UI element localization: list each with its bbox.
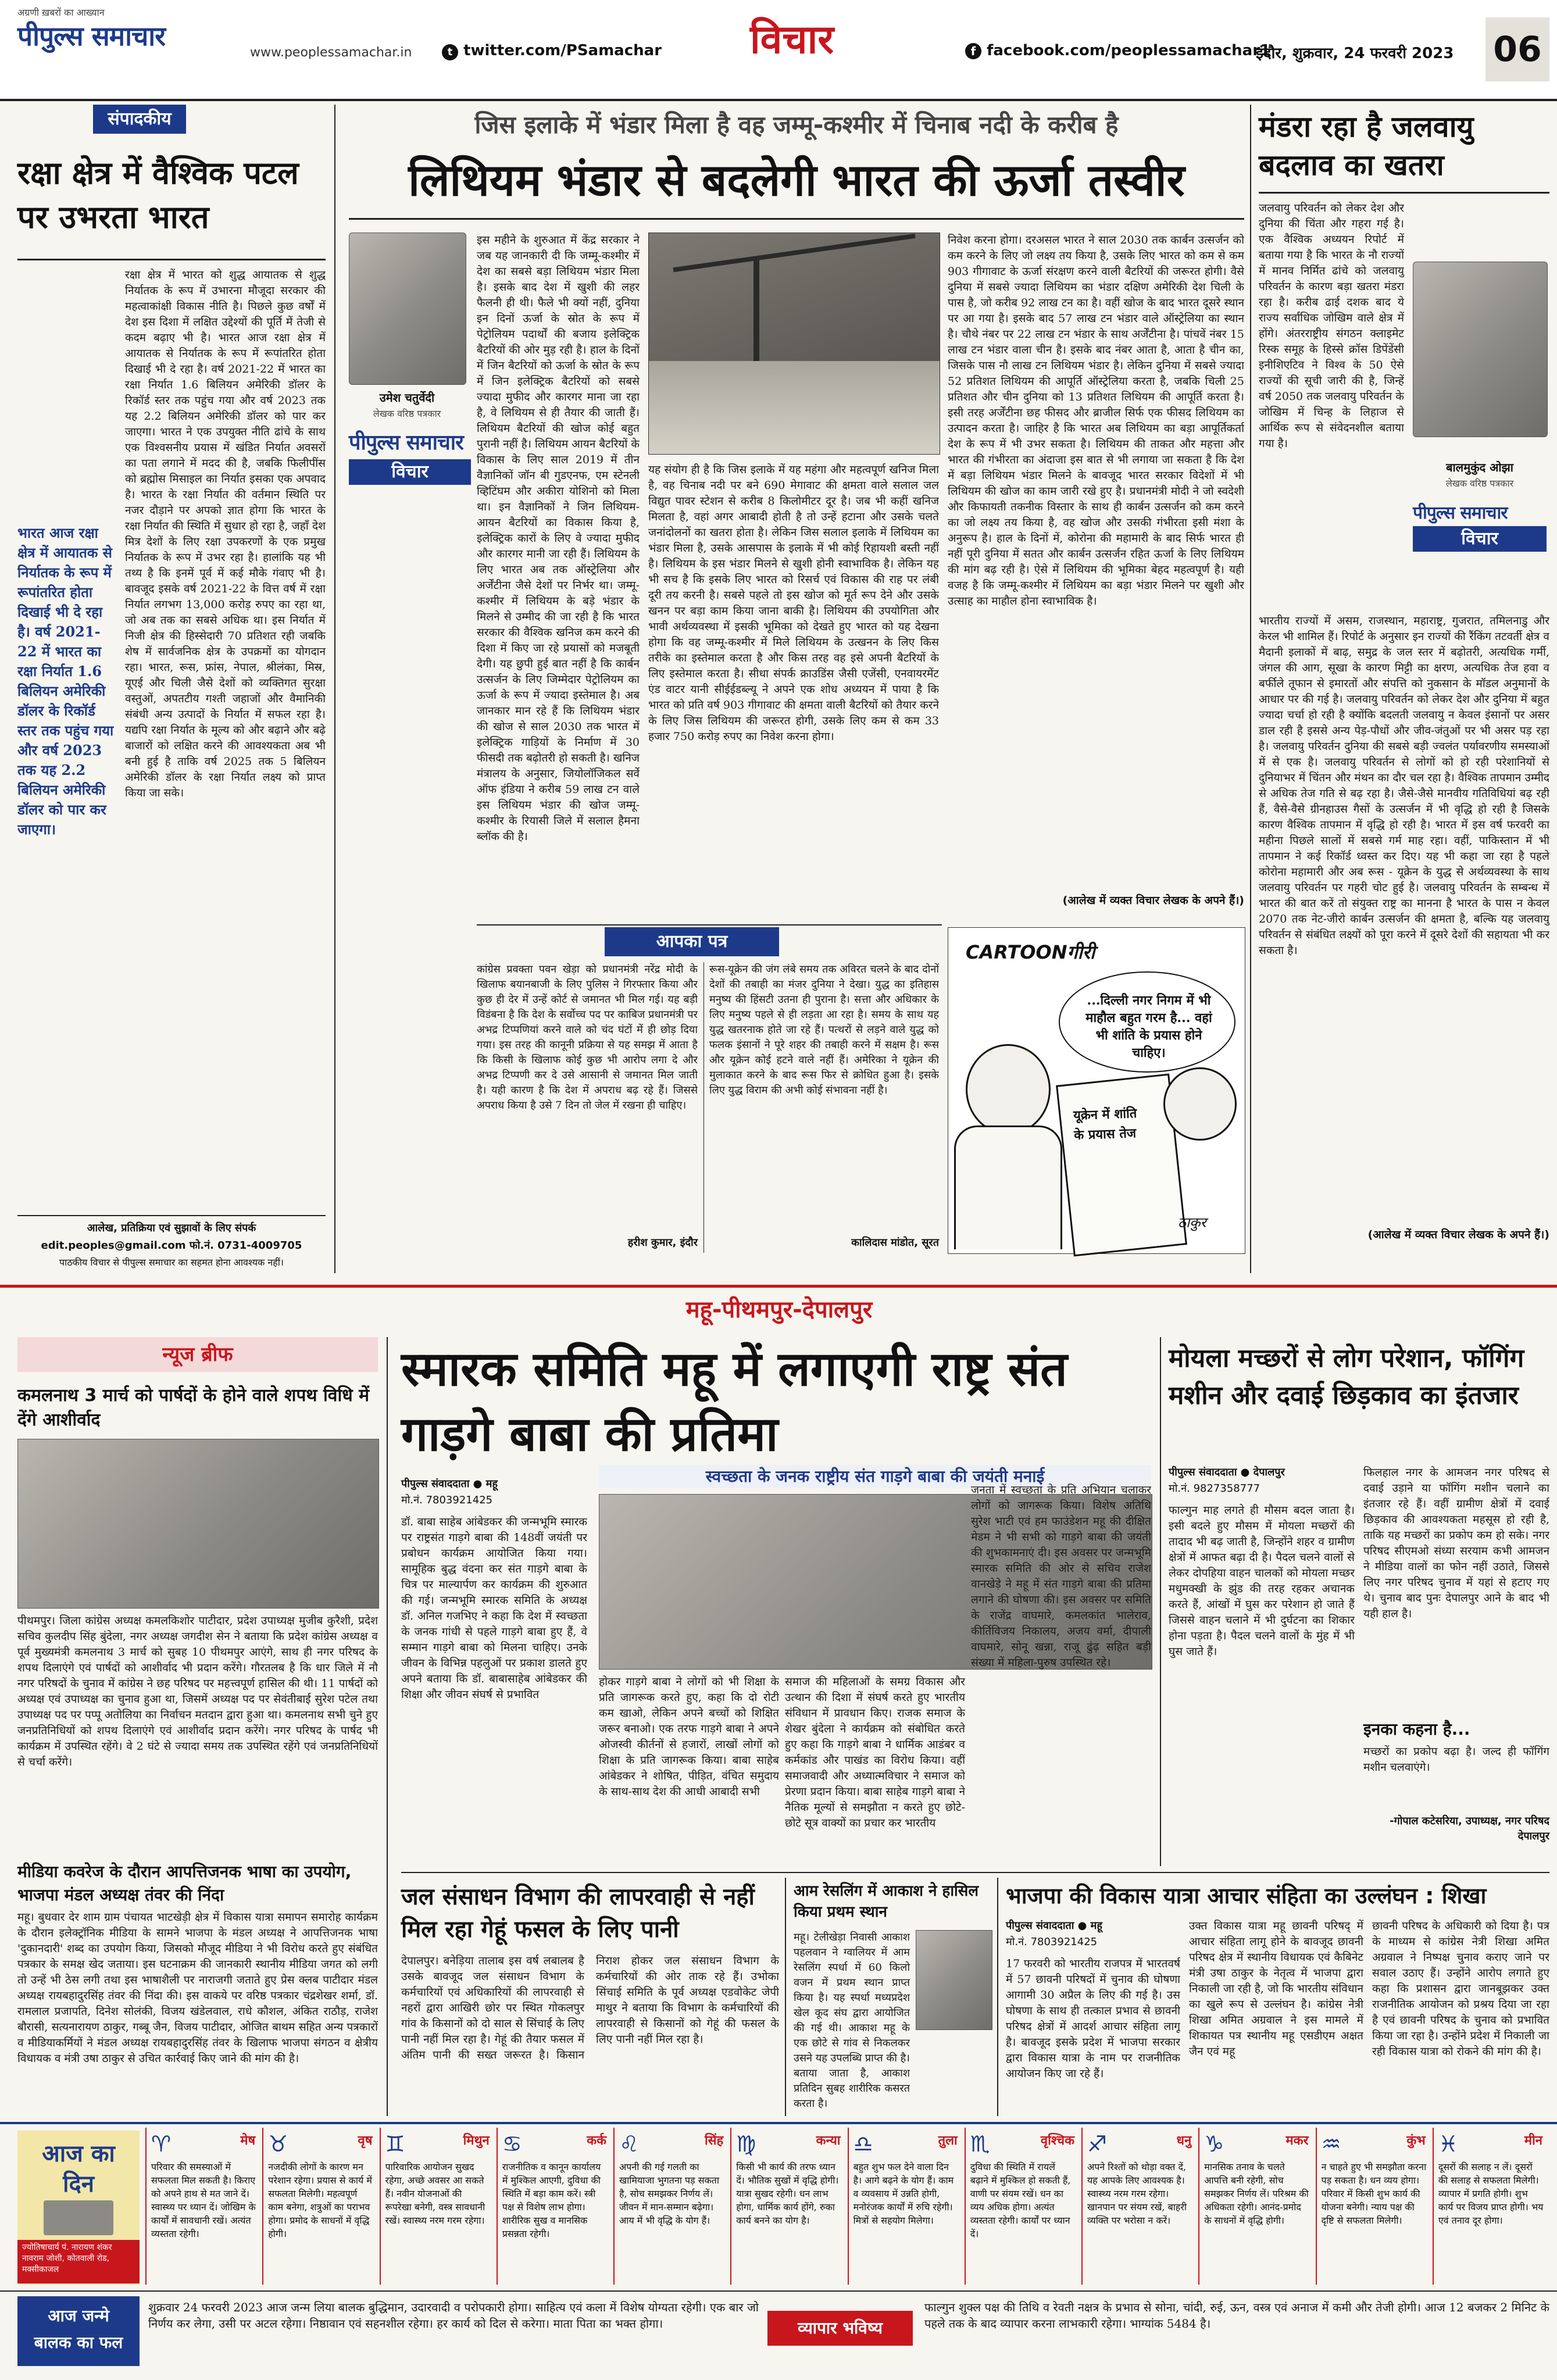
facebook-link[interactable] bbox=[965, 42, 1270, 59]
lead-tag: विचार bbox=[349, 459, 471, 485]
editorial-footer-contact: आलेख, प्रतिक्रिया एवं सुझावों के लिए संपर्क bbox=[87, 1222, 256, 1234]
horoscope-sign-cell bbox=[380, 2128, 495, 2285]
horoscope-sign-name: मकर bbox=[1285, 2134, 1309, 2148]
horoscope-sign-cell bbox=[1081, 2128, 1197, 2285]
horoscope-sign-name: कन्या bbox=[816, 2134, 841, 2148]
lead-credit: (आलेख में व्यक्त विचार लेखक के अपने हैं।) bbox=[1062, 894, 1244, 907]
cartoon-figure-head bbox=[966, 1044, 1051, 1135]
brief1-headline: कमलनाथ 3 मार्च को पार्षदों के होने वाले शपथ विधि में देंगे आशीर्वाद bbox=[17, 1385, 370, 1430]
astrologer-name: ज्योतिषाचार्य पं. नारायण शंकर नावराम जोशी, कोतवाली रोड, मक्सीकाजल bbox=[17, 2240, 140, 2283]
brief2-headline: मीडिया कवरेज के दौरान आपत्तिजनक भाषा का उपयोग, भाजपा मंडल अध्यक्ष तंवर की निंदा bbox=[17, 1862, 352, 1904]
bjp-column-3: छावनी परिषद के अधिकारी को दिया है। पत्र के माध्यम से कांग्रेस नेत्री शिखा अमित अग्रवाल ने निष्पक्ष चुनाव कराए जाने पर सवाल उठाए हैं। उन्होंने आरोप लगाते हुए कहा कि प्रशासन द्वारा जानबूझकर उक्त राजनीतिक आयोजन को प्रश्रय दिया जा रहा है एवं छावनी परिषद के चुनाव को प्रभावित किया जा रहा है। उन्होंने प्रदेश में निकाली जा रही विकास यात्रा को रोकने की मांग की है। bbox=[1372, 1920, 1549, 2058]
horoscope-sign-cell bbox=[262, 2128, 378, 2285]
cartoon-reader-head bbox=[1163, 1067, 1237, 1141]
climate-body-top: जलवायु परिवर्तन को लेकर देश और दुनिया की चिंता और गहरा गई है। एक वैश्विक अध्ययन रिपोर्ट में बताया गया है कि भारत के नौ राज्यों में मानव निर्मित ढांचे को जलवायु परिवर्तन के कारण बड़ा खतरा मंडरा रहा है। करीब ढाई दशक बाद ये राज्य सर्वाधिक जोखिम वाले क्षेत्र में होंगे। अंतरराष्ट्रीय संगठन क्लाइमेट रिस्क समूह के हिस्से क्रॉस डिपेंडेंसी इनीशिएटिव ने विश्व के 50 ऐसे राज्यों की सूची जारी की है, जिन्हें वर्ष 2050 तक जलवायु परिवर्तन के जोखिम में चिन्ह के लिहाज से आर्थिक रूप से संवेदनशील बताया गया है। bbox=[1259, 202, 1404, 450]
zodiac-icon: ♍ bbox=[736, 2131, 756, 2157]
astrologer-photo bbox=[44, 2200, 113, 2235]
editorial-footer-email[interactable]: edit.peoples@gmail.com फो.नं. 0731-4009705 bbox=[41, 1239, 302, 1252]
letters-heading: आपका पत्र bbox=[605, 927, 779, 956]
zodiac-icon: ♑ bbox=[1204, 2131, 1224, 2157]
editorial-headline: रक्षा क्षेत्र में वैश्विक पटल पर उभरता भारत bbox=[17, 155, 299, 235]
samiti-column-4: जनता में स्वच्छता के प्रति अभियान चलाकर लोगों को जागरूक किया। विशेष अतिथि सुरेश भाटी एवं हम फाउंडेशन महू की दीक्षित मेडम ने भी सभी को गाड़गे बाबा की जयंती की शुभकामनाएं दी। इस अवसर पर जन्मभूमि स्मारक समिति की ओर से सचिव राजेश वानखेड़े ने महू में संत गाड़गे बाबा की प्रतिमा लगाने की घोषणा की। इस अवसर पर समिति के राजेंद्र वाघमारे, कमलकांत भालेराव, कीर्तिविजय निकालय, अजय वर्मा, दीपाली वाघमारे, सोनू खन्ना, राजू ढुंढ़ सहित बड़ी संख्या में महिला-पुरुष उपस्थित रहे। bbox=[971, 1484, 1151, 1669]
cartoon-signature: ठाकुर bbox=[1178, 1214, 1206, 1231]
samiti-phone: मो.नं. 7803921425 bbox=[401, 1494, 493, 1506]
zodiac-icon: ♒ bbox=[1321, 2131, 1341, 2157]
lead-logo: पीपुल्स समाचार bbox=[349, 431, 463, 455]
page-number: 06 bbox=[1485, 17, 1549, 81]
mosquito-byline: पीपुल्स संवाददाता ● देपालपुर bbox=[1169, 1466, 1285, 1478]
lead-author-photo bbox=[349, 233, 466, 385]
horoscope-box bbox=[17, 2131, 140, 2285]
horoscope-sign-cell bbox=[1316, 2128, 1431, 2285]
horoscope-sign-name: सिंह bbox=[704, 2134, 724, 2148]
zodiac-icon: ♓ bbox=[1438, 2131, 1458, 2157]
mosquito-quote: मच्छरों का प्रकोप बढ़ा है। जल्द ही फॉगिंग मशीन चलवाएंगे। bbox=[1363, 1745, 1549, 1774]
cartoon-panel bbox=[948, 927, 1245, 1254]
lead-author-name: उमेश चतुर्वेदी bbox=[379, 391, 435, 405]
horoscope-sign-name: तुला bbox=[938, 2134, 958, 2148]
cartoon-label: CARTOONगीरी bbox=[966, 941, 1095, 963]
lead-headline: लिथियम भंडार से बदलेगी भारत की ऊर्जा तस्वीर bbox=[408, 154, 1185, 206]
cartoon-figure-body bbox=[954, 1125, 1062, 1249]
brief1-body: पीथमपुर। जिला कांग्रेस अध्यक्ष कमलकिशोर पाटीदार, प्रदेश उपाध्यक्ष मुजीब कुरैशी, प्रदेश सचिव कुलदीप सिंह बुंदेला, नगर अध्यक्ष जगदीश सेन ने बताया कि प्रदेश कांग्रेस अध्यक्ष व पूर्व मुख्यमंत्री कमलनाथ 3 मार्च को सुबह 10 पीथमपुर आएंगे, साथ ही नगर परिषद के शपथ दिलाएंगे एवं पार्षदों को आशीर्वाद भी प्रदान करेंगे। गौरतलब है कि धार जिले में नौ नगर परिषदों के चुनाव में कांग्रेस ने छह परिषद पर महत्त्वपूर्ण हासिल की थी। 11 पार्षदों को अध्यक्ष एवं उपाध्यक्ष का चुनाव हुआ था, जिसमें अध्यक्ष पद पर सेवंतीबाई सुरेश पटेल तथा उपाध्यक्ष पद पर पप्पू अतोलिया का निर्वाचन मतदान द्वारा हुआ था। कमलनाथ सभी चुने हुए जनप्रतिनिधियों को शपथ दिलाएंगे एवं आशीर्वाद प्रदान करेंगे। नगर परिषद के पार्षद भी कार्यक्रम में उपस्थित रहेंगे। वे 2 घंटे से ज्यादा समय तक उपस्थित रहेंगे एवं जनप्रतिनिधियों से चर्चा करेंगे। bbox=[17, 1614, 378, 1768]
letter-2: रूस-यूक्रेन की जंग लंबे समय तक अविरत चलने के बाद दोनों देशों की तबाही का मंजर दुनिया ने देखा। युद्ध का इतिहास मनुष्य की हिंसटी उतना ही पुराना है। सत्ता और अधिकार के लिए मनुष्य पहले से ही लड़ता आ रहा है। समय के साथ यह युद्ध खतरनाक होते जा रहे हैं। पत्थरों से लड़ने वाले युद्ध को फलक इंसानों ने पूरे शहर की तबाही करने में सक्षम है। रूस और यूक्रेन कोई हटने वाले नहीं हैं। अमेरिका ने यूक्रेन की मुलाकात करने के बाद रूस फिर से क्रोधित हुआ है। इसके लिए युद्ध विराम की अभी कोई संभावना नहीं है। bbox=[709, 963, 939, 1096]
climate-tag: विचार bbox=[1413, 526, 1547, 552]
horoscope-sign-cell bbox=[1433, 2128, 1548, 2285]
lead-column-2: यह संयोग ही है कि जिस इलाके में यह महंगा और महत्वपूर्ण खनिज मिला है, वह चिनाब नदी पर बने 690 मेगावाट की क्षमता वाले सलाल जल विद्युत पावर स्टेशन से करीब 8 किलोमीटर दूर है। जब भी कहीं खनिज मिलता है, वहां अगर आबादी होती है तो उन्हें हटाना और उसके चलते जनांदोलनों का खतरा होता है। लेकिन जिस सलाल इलाके में लिथियम का भंडार मिला है, उसके आसपास के इलाके में भी कोई रिहायशी बस्ती नहीं है। लिथियम के इस भंडार मिलने से खुशी होनी स्वाभाविक है। लेकिन यह भी सच है कि इसके लिए भारत को रिसर्च एवं विकास की राह पर लंबी दूरी तय करनी है। सबसे पहले तो इस खोज को मूर्त रूप देने और उसके खनन पर बड़ा काम किया जाना बाकी है। लिथियम की उपयोगिता और भावी अर्थव्यवस्था में इसकी भूमिका को देखते हुए भारत को यह देखना होगा कि वह जम्मू-कश्मीर में मिले लिथियम के उत्खनन के लिए किस तरीके का इस्तेमाल करता है और किस तरह वह इसे अपनी बैटरियों के लिए इस्तेमाल करता है। सीधा संपर्क क्राउडिंस जैसी एजेंसी, एनवायरमेंट एंड वाटर यानी सीईईडब्ल्यू ने अपने एक शोध अध्ययन में पाया है कि भारत को प्रति वर्ष 903 गीगावाट की क्षमता वाली बैटरियों को तैयार करने के लिए जिस लिथियम की जरूरत होगी, उसके लिए कम से कम 33 हजार 750 करोड़ रुपए का निवेश करना होगा। bbox=[648, 463, 939, 743]
lead-kicker: जिस इलाके में भंडार मिला है वह जम्मू-कश्मीर में चिनाब नदी के करीब है bbox=[474, 110, 1119, 139]
facebook-icon: f bbox=[965, 43, 981, 59]
section-title: विचार bbox=[750, 17, 834, 63]
local-banner: महू-पीथमपुर-देपालपुर bbox=[685, 1296, 873, 1323]
horoscope-sign-text: न चाहते हुए भी समझौता करना पड़ सकता है। धन व्यय होगा। परिवार में किसी शुभ कार्य की योजना बनेगी। न्याय पक्ष की दृष्टि से सफलता मिलेगी। bbox=[1321, 2161, 1427, 2226]
website-link[interactable]: www.peoplessamachar.in bbox=[250, 45, 412, 60]
zodiac-icon: ♌ bbox=[619, 2131, 640, 2157]
twitter-handle: twitter.com/PSamachar bbox=[463, 42, 662, 59]
business-label: व्यापार भविष्य bbox=[767, 2311, 913, 2346]
samiti-headline: स्मारक समिति महू में लगाएगी राष्ट्र संत गाड़गे बाबा की प्रतिमा bbox=[401, 1342, 1067, 1462]
climate-logo: पीपुल्स समाचार bbox=[1413, 503, 1508, 523]
bjp-headline: भाजपा की विकास यात्रा आचार संहिता का उल्लंघन : शिखा bbox=[1006, 1883, 1487, 1909]
horoscope-sign-cell bbox=[1198, 2128, 1314, 2285]
cartoon-speech: ...दिल्ली नगर निगम में भी माहौल बहुत गरम है... वहां भी शांति के प्रयास होने चाहिए। bbox=[1085, 993, 1212, 1060]
horoscope-sign-cell bbox=[965, 2128, 1080, 2285]
climate-credit: (आलेख में व्यक्त विचार लेखक के अपने हैं।) bbox=[1367, 1228, 1549, 1241]
horoscope-sign-cell bbox=[145, 2128, 261, 2285]
lead-author-role: लेखक वरिष्ठ पत्रकार bbox=[373, 408, 441, 419]
born-label-2: बालक का फल bbox=[34, 2333, 123, 2352]
born-label-1: आज जन्मे bbox=[48, 2306, 109, 2325]
climate-headline: मंडरा रहा है जलवायु बदलाव का खतरा bbox=[1259, 110, 1474, 182]
editorial-pullquote: भारत आज रक्षा क्षेत्र में आयातक से निर्यातक के रूप में रूपांतरित होता दिखाई भी दे रहा है। वर्ष 2021-22 में भारत का रक्षा निर्यात 1.6 बिलियन अमेरिकी डॉलर के रिकॉर्ड स्तर तक पहुंच गया और वर्ष 2023 तक यह 2.2 बिलियन अमेरिकी डॉलर को पार कर जाएगा। bbox=[17, 524, 114, 838]
twitter-link[interactable] bbox=[442, 42, 662, 60]
letter-1-signature: हरीश कुमार, इंदौर bbox=[627, 1237, 698, 1249]
water-body: देपालपुर। बनेड़िया तालाब इस वर्ष लबालब है उसके बावजूद जल संसाधन विभाग के कर्मचारियों एवं अधिकारियों की लापरवाही से नहरों द्वारा आखिरी छोर पर स्थित गोकलपुर गांव के किसानों को दो साल से सिंचाई के लिए पानी नहीं मिल रहा है। गेहूं की तैयार फसल में अंतिम पानी की सख्त जरूरत है। किसान निराश होकर जल संसाधन विभाग के कर्मचारियों की ओर ताक रहे हैं। उभोका सिंचाई समिति के पूर्व अध्यक्ष एडवोकेट जेपी माथुर ने बताया कि विभाग के कर्मचारियों की लापरवाही से किसानों को गेहूं की फसल के लिए पानी नहीं मिल रहा है। bbox=[401, 1954, 779, 2061]
horoscope-title-2: दिन bbox=[63, 2171, 94, 2197]
samiti-column-1: डॉ. बाबा साहेब आंबेडकर की जन्मभूमि स्मारक पर राष्ट्रसंत गाड़गे बाबा की 148वीं जयंती पर प्रबोधन कार्यक्रम आयोजित किया गया। सामूहिक बुद्ध वंदना कर संत गाड़गे बाबा के चित्र पर माल्यार्पण कर कार्यक्रम की शुरुआत की गई। जन्मभूमि स्मारक समिति के अध्यक्ष डॉ. अनिल गजभिए ने कहा कि देश में स्वच्छता के जनक गांधी से पहले गाड़गे बाबा हुए हैं, वे सम्मान गाड़गे बाबा को मिलना चाहिए। उनके जीवन के विभिन्न पहलुओं पर प्रकाश डालते हुए अपने बताया कि डॉ. बाबासाहेब आंबेडकर की शिक्षा और जीवन संघर्ष से प्रभावित bbox=[401, 1516, 587, 1701]
twitter-icon: t bbox=[442, 44, 458, 60]
climate-body-bottom: भारतीय राज्यों में असम, राजस्थान, महाराष्ट्र, गुजरात, तमिलनाडु और केरल भी शामिल हैं। रिपोर्ट के अनुसार इन राज्यों की रैंकिंग तटवर्ती क्षेत्र व मैदानी इलाकों में बाढ़, समुद्र के जल स्तर में बढ़ोतरी, अत्यधिक गर्मी, जंगल की आग, सूखा के कारण मिट्टी का क्षरण, अत्यधिक तेज हवा व बर्फीले तूफान से इमारतों और संपत्ति को नुकसान के मॉडल अनुमानों के आधार पर की गई है। जलवायु परिवर्तन को लेकर देश और दुनिया में बहुत ज्यादा चर्चा हो रही है क्योंकि बदलती जलवायु न केवल इंसानों पर असर डाल रही है इससे अन्य पेड़-पौधों और जीव-जंतुओं पर भी असर पड़ रहा है। जलवायु परिवर्तन दुनिया की सबसे बड़ी ज्वलंत पर्यावरणीय समस्याओं में से एक है। जलवायु परिवर्तन से लोगों को हो रही परेशानियों से दुनियाभर में चिंतन और मंथन का दौर चल रहा है। वैश्विक तापमान उम्मीद से अधिक तेज गति से बढ़ रहा है। जैसे-जैसे मानवीय गतिविधियां बढ़ रही हैं, वैसे-वैसे ग्रीनहाउस गैसों के उत्सर्जन में भी वृद्धि हो रही है जिसके कारण वैश्विक तापमान में वृद्धि हो रही है। भारत में इस वर्ष फरवरी का महीना पिछले सालों में सबसे गर्म माह रहा। वहीं, पाकिस्तान में भी तापमान ने कई रिकॉर्ड ध्वस्त कर दिए। यह भी कहा जा रहा है पहले कोरोना महामारी और अब रूस - यूक्रेन के युद्ध से अर्थव्यवस्था के साथ जलवायु परिवर्तन पर गहरी चोट हुई है। जलवायु परिवर्तन के सम्बन्ध में भारत की बात करें तो संयुक्त राष्ट्र का मानना है भारत के पास न केवल 2070 तक नेट-जीरो कार्बन उत्सर्जन की क्षमता है, बल्कि यह जलवायु परिवर्तन से संबंधित लक्ष्यों को पूरा करने में दूसरे देशों की सहायता भी कर सकता है। bbox=[1259, 614, 1549, 957]
masthead bbox=[0, 0, 1557, 101]
zodiac-icon: ♎ bbox=[853, 2131, 873, 2157]
akash-headline: आम रेसलिंग में आकाश ने हासिल किया प्रथम स्थान bbox=[794, 1882, 979, 1921]
zodiac-icon: ♉ bbox=[268, 2131, 288, 2157]
horoscope-sign-cell bbox=[497, 2128, 612, 2285]
horoscope-title-1: आज का bbox=[42, 2140, 115, 2167]
brief1-photo bbox=[17, 1439, 379, 1609]
horoscope-sign-name: वृश्चिक bbox=[1040, 2134, 1074, 2148]
dateline: इंदौर, शुक्रवार, 24 फरवरी 2023 bbox=[1256, 45, 1454, 62]
horoscope-sign-name: वृष bbox=[358, 2134, 373, 2148]
mosquito-phone: मो.नं. 9827358777 bbox=[1169, 1482, 1260, 1495]
climate-author-photo bbox=[1413, 262, 1548, 437]
letter-2-signature: कालिदास मांडोत, सूरत bbox=[851, 1237, 939, 1249]
brief2-body: महू। बुधवार देर शाम ग्राम पंचायत भाटखेड़ी क्षेत्र में विकास यात्रा समापन समारोह कार्यक्रम के दौरान इलेक्ट्रॉनिक मीडिया के सामने भाजपा के मंडल अध्यक्ष ने आपत्तिजनक भाषा 'दुकानदारी' शब्द का उपयोग किया, जिसको मौजूद मीडिया ने भी विरोध करते हुए संबंधित पत्रकार के समक्ष खेद जताया। इस घटनाक्रम की जानकारी स्थानीय मीडिया जगत को लगी तो उन्हें भी ठेस लगी तथा इस भाषाशैली पर नाराजगी जताते हुए प्रेस क्लब पाटीदार मंडल अध्यक्ष रायबहादुरसिंह तंवर की निंदा की। इस वाकये पर वरिष्ठ पत्रकार चंद्रशेखर शर्मा, डॉ. रामलाल प्रजापति, दिनेश सोलंकी, विजय खंडेलवाल, राधे कौशल, अंकित राठौड़, राजेश बौरासी, सत्यनारायण ठाकुर, गब्बू जैन, विजय पाटीदार, ओजित बाथम सहित अन्य पत्रकारों व मीडियाकर्मियों ने मंडल अध्यक्ष रायबहादुरसिंह तंवर के खिलाफ भाजपा संगठन व क्षेत्रीय विधायक व मंत्री उषा ठाकुर से उचित कार्रवाई किए जाने की मांग की है। bbox=[17, 1911, 378, 2065]
climate-author-role: लेखक वरिष्ठ पत्रकार bbox=[1445, 478, 1514, 489]
brief-label: न्यूज ब्रीफ bbox=[162, 1343, 233, 1366]
horoscope-sign-name: मीन bbox=[1524, 2134, 1542, 2148]
lead-photo-mine bbox=[648, 233, 940, 455]
horoscope-sign-text: राजनीतिक व कानून कार्यालय में मुश्किल आएगी, दुविधा की स्थिति में बड़ा काम करें। स्त्री पक्ष से विशेष लाभ होगा। शारीरिक सुख व मानसिक प्रसन्नता रहेगी। bbox=[502, 2161, 601, 2239]
samiti-column-2: होकर गाड़गे बाबा ने लोगों को भी शिक्षा के प्रति जागरूक करते हुए, कहा कि दो रोटी कम खाओ, लेकिन अपने बच्चों को शिक्षित जरूर बनाओ। एक तरफ गाड़गे बाबा ने अपने ओजस्वी कीर्तनों से हजारों, लाखों लोगों को शिक्षा के प्रति जागरूक किया। बाबा साहेब आंबेडकर ने शोषित, पीड़ित, वंचित समुदाय के साथ-साथ देश की आधी आबादी सभी bbox=[599, 1675, 779, 1798]
horoscope-sign-text: नजदीकी लोगों के कारण मन परेशान रहेगा। प्रयास से कार्य में सफलता मिलेगी। महत्वपूर्ण काम बनेगा, शत्रुओं का पराभव होगा। प्रमोद के साधनों में वृद्धि होगी। bbox=[268, 2161, 372, 2239]
horoscope-sign-name: धनु bbox=[1176, 2134, 1192, 2148]
horoscope-sign-text: दुविधा की स्थिति में रायलें बढ़ाने में मुश्किल हो सकती हैं, वाणी पर संयम रखें। धन का व्यय अधिक होगा। अत्यंत व्यस्तता रहेगी। कार्यों पर ध्यान दें। bbox=[970, 2161, 1071, 2239]
bjp-phone: मो.नं. 7803921425 bbox=[1006, 1936, 1098, 1948]
akash-photo bbox=[916, 1930, 992, 2030]
horoscope-sign-name: कुंभ bbox=[1406, 2134, 1426, 2148]
mosquito-subhead: इनका कहना है... bbox=[1363, 1720, 1470, 1739]
mosquito-column-1: फाल्गुन माह लगते ही मौसम बदल जाता है। इसी बदले हुए मौसम में मोयला मच्छरों की तादाद भी बढ़ जाती है, जिन्होंने शहर व ग्रामीण क्षेत्रों में आफत बढ़ा दी है। पैदल चलने वालों से लेकर दोपहिया वाहन चालकों को मोयला मच्छर मधुमक्खी के झुंड की तरह रहकर अचानक करते हैं, आंखों में घुस कर परेशान हो जाते हैं जिससे वाहन चलाने में भी दुर्घटना का शिकार होना पड़ता है। पैदल चलने वालों के मुंह में भी घुस जाते हैं। bbox=[1169, 1504, 1355, 1658]
horoscope-sign-text: किसी भी कार्य की तरफ ध्यान दें। भौतिक सुखों में वृद्धि होगी। यात्रा सुखद रहेगी। धन लाभ होगा, धार्मिक कार्य होंगे, रुका कार्य बनने का योग है। bbox=[736, 2161, 839, 2226]
horoscope-sign-name: कर्क bbox=[587, 2134, 606, 2148]
horoscope-sign-text: अपने रिश्तों को थोड़ा वक्त दें, यह आपके लिए आवश्यक है। स्वास्थ्य नरम गरम रहेगा। खानपान पर संयम रखें, बाहरी व्यक्ति पर भरोसा न करें। bbox=[1087, 2161, 1187, 2226]
cartoon-paper-text: यूक्रेन में शांति के प्रयास तेज bbox=[1073, 1106, 1137, 1143]
editorial-body: रक्षा क्षेत्र में भारत को शुद्ध आयातक से शुद्ध निर्यातक के रूप में उभारना मौजूदा सरकार की महत्वाकांक्षी विकास नीति है। पिछले कुछ वर्षों में देश इस दिशा में लक्षित उद्देश्यों की पूर्ति में तेजी से कदम बढ़ाए भी है। भारत आज रक्षा क्षेत्र में आयातक से निर्यातक के रूप में रूपांतरित होता दिखाई भी दे रहा है। वर्ष 2021-22 में भारत का रक्षा निर्यात 1.6 बिलियन अमेरिकी डॉलर के रिकॉर्ड स्तर तक पहुंच गया और वर्ष 2023 तक यह 2.2 बिलियन अमेरिकी डॉलर को पार कर जाएगा। भारत ने एक उपयुक्त नीति ढांचे के साथ एक विश्वसनीय प्रयास में खंडित निर्यात अवसरों का पता लगाने में मदद की है, जबकि फिलीपींस को ब्रह्मोस मिसाइल का निर्यात इसका एक अपवाद है। भारत के रक्षा निर्यात की वर्तमान स्थिति पर नजर दौड़ाने पर अपको ज्ञात होगा कि भारत के रक्षा निर्यात की स्थिति में सुधार हो रहा है, जहाँ देश मित्र देशों के लिए रक्षा उपकरणों के एक प्रमुख निर्यातक के रूप में उभर रहा है। हालांकि यह भी तथ्य है कि इनमें पूर्व में कई मौके गंवाए भी है। बावजूद इसके वर्ष 2021-22 के वित्त वर्ष में रक्षा निर्यात लगभग 13,000 करोड़ रुपए का रहा था, जो अब तक का सबसे अधिक था। इस निर्यात में निजी क्षेत्र की हिस्सेदारी 70 प्रतिशत रही जबकि शेष में सार्वजनिक क्षेत्र के उपक्रमों का योगदान रहा। भारत, रूस, फ्रांस, नेपाल, श्रीलंका, मिस्र, यूएई और चिली जैसे देशों को व्यक्तिगत सुरक्षा वस्तुओं, अपतटीय गश्ती जहाजों और वैमानिकी संबंधी अन्य उत्पादों के निर्यात में सफल रहा है। यद्यपि रक्षा निर्यात के मूल्य को और बढ़ाने और बढ़े बाजारों को लक्षित करने की आवश्यकता अब भी बनी हुई है ताकि वर्ष 2025 तक 5 बिलियन अमेरिकी डॉलर के रक्षा निर्यात लक्ष्य को प्राप्त किया जा सके। bbox=[125, 269, 326, 799]
samiti-byline: पीपुल्स संवाददाता ● महू bbox=[401, 1478, 498, 1490]
editorial-label: संपादकीय bbox=[93, 105, 186, 134]
water-headline: जल संसाधन विभाग की लापरवाही से नहीं मिल रहा गेहूं फसल के लिए पानी bbox=[401, 1884, 755, 1943]
horoscope-sign-text: अपनी की गई गलती का खामियाजा भुगतना पड़ सकता है, सोच समझकर निर्णय लें। जीवन में मान-सम्मान बढ़ेगा। आय में भी वृद्धि के योग हैं। bbox=[619, 2161, 720, 2226]
horoscope-sign-text: दूसरों की सलाह न लें। दूसरों की सलाह से सफलता मिलेगी। व्यापार में प्रगति होगी। शुभ कार्य पर विजय प्राप्त होगी। भय एवं तनाव दूर होगा। bbox=[1438, 2161, 1544, 2226]
bjp-column-1: 17 फरवरी को भारतीय राजपत्र में भारतवर्ष में 57 छावनी परिषदों में चुनाव की घोषणा आगामी 30 अप्रैल के लिए की गई है। उस घोषणा के साथ ही तत्काल प्रभाव से छावनी परिषद क्षेत्रों में आदर्श आचार संहिता लागू है। बावजूद इसके प्रदेश में भाजपा सरकार द्वारा विकास यात्रा के नाम पर राजनीतिक आयोजन किए जा रहे हैं। bbox=[1006, 1957, 1180, 2080]
born-text: शुक्रवार 24 फरवरी 2023 आज जन्म लिया बालक बुद्धिमान, उदारवादी व परोपकारी होगा। साहित्य एवं कला में विशेष योग्यता रहेगी। एक बार जो निर्णय कर लेगा, उसी पर अटल रहेगा। निष्ठावान एवं सहनशील रहेगा। हर कार्य को दिल से करेगा। माता पिता का भक्त होगा। bbox=[148, 2300, 759, 2331]
horoscope-sign-name: मिथुन bbox=[463, 2134, 490, 2148]
lead-column-1: इस महीने के शुरुआत में केंद्र सरकार ने जब यह जानकारी दी कि जम्मू-कश्मीर में देश का सबसे बड़ा लिथियम भंडार मिला है। इसके बाद देश में खुशी की लहर फैलनी ही थी। फैले भी क्यों नहीं, दुनिया इन दिनों ऊर्जा के स्रोत के रूप में पेट्रोलियम पदार्थों की बजाय इलेक्ट्रिक बैटरियों की ओर मुड़ रही है। हाल के दिनों में जिन बैटरियों को ऊर्जा के स्रोत के रूप में जिन इलेक्ट्रिक बैटरियों को सबसे ज्यादा मुफीद और कारगर माना जा रहा है, वे लिथियम से ही तैयार की जाती हैं। लिथियम बैटरियों की खोज कोई बहुत पुरानी नहीं है। लिथियम आयन बैटरियों के विकास के लिए साल 2019 में तीन वैज्ञानिकों जॉन बी गुडएनफ, एम स्टेनली व्हिटिंघम और अकीरा योशिनो को मिला था। इन वैज्ञानिकों ने जिन लिथियम- आयन बैटरियों का विकास किया है, इलेक्ट्रिक कारों के लिए वे ज्यादा मुफीद और कारगर मानी जा रही हैं। लिथियम के लिए भारत अब तक ऑस्ट्रेलिया और अर्जेंटीना जैसे देशों पर निर्भर था। जम्मू-कश्मीर में लिथियम के बड़े भंडार के मिलने से उम्मीद की जा रही है कि भारत सरकार की वैश्विक खनिज कम करने की दिशा में किए जा रहे प्रयासों को मजबूती देगी। यह छुपी हुई बात नहीं है कि कार्बन उत्सर्जन के लिए जिम्मेदार पेट्रोलियम का ऊर्जा के रूप में ज्यादा इस्तेमाल है। अब जानकार मान रहे हैं कि लिथियम भंडार की खोज से साल 2030 तक भारत में इलेक्ट्रिक गाड़ियों के निर्माण में 30 फीसदी तक बढ़ोतरी हो सकती है। खनिज मंत्रालय के अनुसार, जियोलॉजिकल सर्वे ऑफ इंडिया ने करीब 59 लाख टन वाले इस लिथियम भंडार की खोज जम्मू-कश्मीर के रियासी जिले में सलाल हैमना ब्लॉक की है। bbox=[477, 234, 640, 843]
akash-body: महू। टेलीखेड़ा निवासी आकाश पहलवान ने ग्वालियर में आम रेसलिंग स्पर्धा में 60 किलो वजन में प्रथम स्थान प्राप्त किया है। यह स्पर्धा मध्यप्रदेश खेल कूद संघ द्वारा आयोजित की गई थी। आकाश महू के एक छोटे से गांव से निकलकर उसने यह उपलब्धि प्राप्त की है। बताया जाता है, आकाश प्रतिदिन सुबह शारीरिक कसरत करता है। bbox=[794, 1931, 910, 2110]
born-label-box bbox=[17, 2296, 140, 2366]
zodiac-icon: ♊ bbox=[385, 2131, 405, 2157]
bjp-byline: पीपुल्स संवाददाता ● महू bbox=[1006, 1920, 1102, 1932]
mosquito-column-2: फिलहाल नगर के आमजन नगर परिषद से दवाई उड़ाने या फॉगिंग मशीन चलाने का इंतजार रहे हैं। वहीं ग्रामीण क्षेत्रों में दवाई छिड़काव की आवश्यकता महसूस हो रही है, ताकि यह मच्छरों का प्रकोप कम हो सके। नगर परिषद सीएमओ संध्या सरयाम कभी आमजन ने मीडिया वालों का फोन नहीं उठाते, जिससे लिए नगर परिषद चुनाव में यहां से हटाए गए थे। चुनाव बाद पुनः देपालपुर आने के बाद भी यही हाल है। bbox=[1363, 1466, 1549, 1620]
horoscope-sign-name: मेष bbox=[240, 2134, 256, 2148]
zodiac-icon: ♏ bbox=[970, 2131, 990, 2157]
zodiac-icon: ♋ bbox=[502, 2131, 522, 2157]
letter-1: कांग्रेस प्रवक्ता पवन खेड़ा को प्रधानमंत्री नरेंद्र मोदी के खिलाफ बयानबाजी के लिए पुलिस ने गिरफ्तार किया और कुछ ही देर में उन्हें कोर्ट से जमानत भी मिल गई। यह बड़ी विडंबना है कि देश के सर्वोच्च पद पर काबिज प्रधानमंत्री पर अभद्र टिप्पणियां करने वाले को चंद घंटों में ही छोड़ दिया गया। इस तरह की कानूनी प्रक्रिया से यह समझ में आता है कि किसी के खिलाफ कोई कुछ भी आरोप लगा दे और अभद्र टिप्पणी कर दे उसे आसानी से जमानत मिल जाती है। यही कारण है कि देश में अपराध बढ़ रहे हैं। जिससे अपराध किया है उसे 7 दिन तो जेल में रखना ही चाहिए। bbox=[477, 963, 698, 1112]
zodiac-icon: ♈ bbox=[151, 2131, 172, 2157]
horoscope-sign-text: मानसिक तनाव के चलते आपत्ति बनी रहेगी, सोच समझकर निर्णय लें। परिश्रम की अधिकता रहेगी। आनंद-प्रमोद के साधनों में वृद्धि होगी। bbox=[1204, 2161, 1309, 2226]
horoscope-sign-cell bbox=[730, 2128, 846, 2285]
facebook-handle: facebook.com/peoplessamachar1 bbox=[987, 42, 1271, 59]
horoscope-sign-text: परिवार की समस्याओं में सफलता मिल सकती है। किराए को अपने हाथ से मत जाने दें। स्वास्थ्य पर ध्यान दें। जोखिम के कार्यों में सावधानी रखें। अत्यंत व्यस्तता रहेगी। bbox=[151, 2161, 256, 2239]
horoscope-sign-text: पारिवारिक आयोजन सुखद रहेगा, अच्छे अवसर आ सकते हैं। नवीन योजनाओं की रूपरेखा बनेगी, वस्त्र सावधानी रखें। स्वास्थ्य नरम गरम रहेगा। bbox=[385, 2161, 485, 2226]
masthead-logo: पीपुल्स समाचार bbox=[17, 20, 166, 52]
zodiac-icon: ♐ bbox=[1087, 2131, 1108, 2157]
climate-author-name: बालमुकुंद ओझा bbox=[1446, 460, 1513, 474]
mosquito-headline: मोयला मच्छरों से लोग परेशान, फॉगिंग मशीन और दवाई छिड़काव का इंतजार bbox=[1169, 1343, 1524, 1410]
horoscope-sign-cell bbox=[848, 2128, 963, 2285]
lead-column-3: निवेश करना होगा। दरअसल भारत ने साल 2030 तक कार्बन उत्सर्जन को कम करने के लिए जो लक्ष्य तय किया है, उसके लिए भारत को कम से कम 903 गीगावाट के ऊर्जा संरक्षण करने वाली बैटरियों की जरूरत होगी। वैसे दुनिया में सबसे ज्यादा लिथियम का भंडार दक्षिण अमेरिकी देश चिली के पास है, जो करीब 92 लाख टन का है। वहीं खोज के बाद भारत दूसरे स्थान पर आ गया है। इसके बाद 57 लाख टन भंडार वाले ऑस्ट्रेलिया का स्थान है। चौथे नंबर पर 22 लाख टन भंडार के साथ अर्जेंटीना है। पांचवें नंबर 15 लाख टन भंडार वाला चीन है। इसके बाद नंबर आता है, आता है चीन का, जिसके पास नौ लाख टन लिथियम भंडार है। लेकिन दुनिया में सबसे ज्यादा 52 प्रतिशत लिथियम की आपूर्ति ऑस्ट्रेलिया करता है, जबकि चिली 25 प्रतिशत और चीन दुनिया को 13 प्रतिशत लिथियम की आपूर्ति करता है। इसी तरह अर्जेंटीना छह फीसद और ब्राजील सिर्फ एक फीसद लिथियम का उत्पादन करता है। जाहिर है कि भारत अब लिथियम का बड़ा आपूर्तिकर्ता देश के रूप में भी उभर सकता है। लिथियम की ताकत और महत्ता और भारत की गंभीरता का अंदाजा इस बात से भी लगाया जा सकता है कि देश में बड़ा लिथियम भंडार मिलने के बावजूद भारत सरकार विदेशों में भी लिथियम की खोज का काम जारी रखे हुए है। प्रधानमंत्री मोदी ने जो स्वदेशी और किफायती तकनीक विस्तार के साथ ही कार्बन उत्सर्जन को कम करने का जो लक्ष्य तय किया है, वह खोज और उसकी गंभीरता इसी मंशा के अनुरूप है। हाल के दिनों में, कोरोना की महामारी के बाद सिर्फ भारत ही नहीं पूरी दुनिया में सतत और कार्बन उत्सर्जन रहित ऊर्जा के लिए लिथियम की मांग बढ़ रही है। ऐसे में लिथियम की भूमिका बेहद महत्वपूर्ण है। यही वजह है कि जम्मू-कश्मीर में लिथियम का बड़ा भंडार मिलने पर खुशी और उत्साह का माहौल होना स्वाभाविक है। bbox=[948, 234, 1244, 607]
editorial-footer-disclaimer: पाठकीय विचार से पीपुल्स समाचार का सहमत होना आवश्यक नहीं। bbox=[59, 1257, 284, 1268]
business-text: फाल्गुन शुक्ल पक्ष की तिथि व रेवती नक्षत्र के प्रभाव से सोना, चांदी, रुई, ऊन, वस्त्र एवं अनाज में कमी और तेजी होगी। आज 12 बजकर 2 मिनिट के पहले तक के बाद व्यापार करना लाभकारी रहेगा। भाग्यांक 5484 है। bbox=[924, 2300, 1549, 2331]
mosquito-quote-by: -गोपाल कटेसरिया, उपाध्यक्ष, नगर परिषद देपालपुर bbox=[1390, 1815, 1549, 1842]
brief-header bbox=[17, 1337, 378, 1372]
horoscope-sign-cell bbox=[613, 2128, 729, 2285]
samiti-column-3: समाज की महिलाओं के समग्र विकास और उत्थान की दिशा में संघर्ष करते हुए भारतीय संविधान में प्रावधान किए। राजक समाज के शेखर बुंदेला ने कार्यक्रम को संबोधित करते हुए कहा कि गाड़गे बाबा ने धार्मिक आडंबर व कर्मकांड और पाखंड का विरोध किया। वहीं समाजवादी और अध्यात्मविचार ने समाज को प्रेरणा प्रदान किया। बाबा साहेब गाड़गे बाबा ने नैतिक मूल्यों से समझौता न करते हुए छोटे-छोटे सूत्र वाक्यों का प्रचार कर भारतीय bbox=[785, 1675, 965, 1829]
bjp-column-2: उक्त विकास यात्रा महू छावनी परिषद् में आचार संहिता लागू होने के बावजूद छावनी परिषद क्षेत्र में स्थानीय विधायक एवं कैबिनेट मंत्री उषा ठाकुर के नेतृत्व में भाजपा द्वारा निकाली जा रही है, जो कि भारतीय संविधान का खुले रूप से उल्लंघन है। कांग्रेस नेत्री शिखा अमित अग्रवाल ने इस मामले में शिकायत पत्र स्थानीय महू एसडीएम अक्षत जैन एवं महू bbox=[1189, 1920, 1363, 2058]
horoscope-sign-text: बहुत शुभ फल देने वाला दिन है। आगे बढ़ने के योग हैं। काम व व्यवसाय में उन्नति होगी, मनोरंजक कार्यों में रुचि रहेगी। मित्रों से सहयोग मिलेगा। bbox=[853, 2161, 954, 2226]
samiti-photo-caption: स्वच्छता के जनक राष्ट्रीय संत गाड़गे बाबा की जयंती मनाई bbox=[599, 1465, 1151, 1488]
masthead-tagline: अग्रणी ख़बरों का आख्यान bbox=[17, 7, 105, 18]
